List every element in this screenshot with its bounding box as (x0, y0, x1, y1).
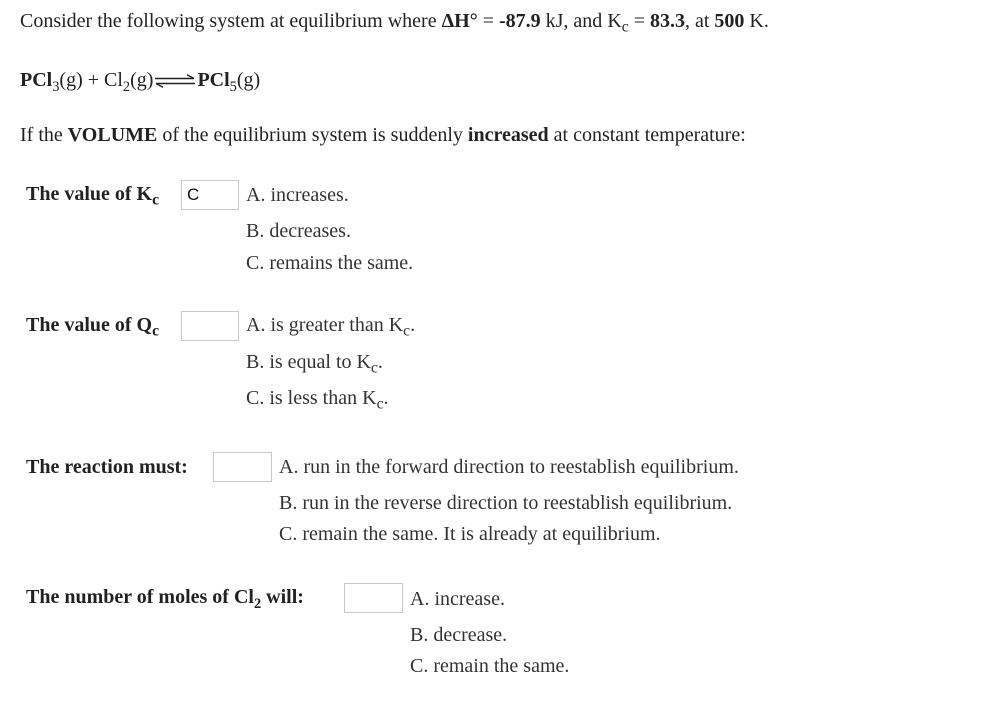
q2-option-c: C. is less than $K_c$. (246, 387, 389, 413)
reactant-pcl3: PCl (20, 69, 53, 91)
q2-option-a: A. is greater than $K_c$. (246, 314, 416, 340)
q4-label: The number of moles of $Cl_2$ will: (26, 586, 304, 613)
reaction-equation (20, 69, 261, 96)
temp-unit: K. (744, 10, 769, 32)
temp-value: 500 (714, 10, 745, 32)
q3-label: The reaction must: (26, 456, 188, 478)
condition-t3: at constant temperature: (548, 124, 746, 146)
q1-label: The value of $K_c$ (26, 183, 160, 209)
condition-volume: VOLUME (67, 124, 158, 146)
reactant-pcl3-sub: 3 (52, 79, 60, 96)
q1-option-c: C. remains the same. (246, 252, 414, 274)
q4-answer-input[interactable] (344, 583, 403, 613)
equilibrium-arrow-icon (154, 74, 196, 88)
q1-answer-input[interactable]: C (181, 180, 239, 210)
product-pcl5-sub: 5 (229, 79, 237, 96)
kc-value: 83.3 (649, 10, 685, 32)
q3-answer-input[interactable] (213, 452, 272, 482)
q3-option-b: B. run in the reverse direction to reestablish equilibrium. (279, 492, 733, 514)
q2-label-sub: c (152, 322, 160, 340)
q4-option-b: B. decrease. (410, 624, 508, 646)
product-pcl5: PCl (197, 69, 230, 91)
q3-option-c: C. remain the same. It is already at equilibrium. (279, 523, 661, 545)
kc-subscript: c (621, 18, 629, 36)
kc-symbol: K (607, 10, 622, 32)
kc-eq: = (628, 10, 650, 32)
q1-option-a: A. increases. (246, 184, 349, 206)
q2-answer-input[interactable] (181, 311, 239, 341)
reactant-cl2-state: (g) (130, 69, 154, 91)
q1-label-sub: c (152, 191, 160, 209)
delta-h-unit: kJ, and (540, 10, 608, 32)
delta-h-symbol: ΔH° (441, 10, 478, 32)
q4-option-c: C. remain the same. (410, 655, 570, 677)
q2-option-b: B. is equal to $K_c$. (246, 351, 383, 377)
q3-option-a: A. run in the forward direction to reestablish equilibrium. (279, 456, 739, 478)
intro-text (20, 10, 769, 36)
temp-prefix: , at (684, 10, 715, 32)
reactant-pcl3-state: (g) + Cl (59, 69, 123, 91)
reactant-cl2-sub: 2 (122, 79, 131, 96)
q4-label-sub: 2 (253, 596, 262, 613)
intro-prefix: Consider the following system at equilibrium where (20, 10, 442, 32)
delta-h-value: -87.9 (498, 10, 541, 32)
condition-t1: If the (20, 124, 68, 146)
delta-h-eq: = (477, 10, 499, 32)
q2-label: The value of $Q_c$ (26, 314, 160, 340)
q4-option-a: A. increase. (410, 588, 505, 610)
condition-increased: increased (467, 124, 549, 146)
product-pcl5-state: (g) (236, 69, 261, 91)
condition-text (20, 124, 746, 147)
q1-option-b: B. decreases. (246, 220, 351, 242)
condition-t2: of the equilibrium system is suddenly (157, 124, 468, 146)
